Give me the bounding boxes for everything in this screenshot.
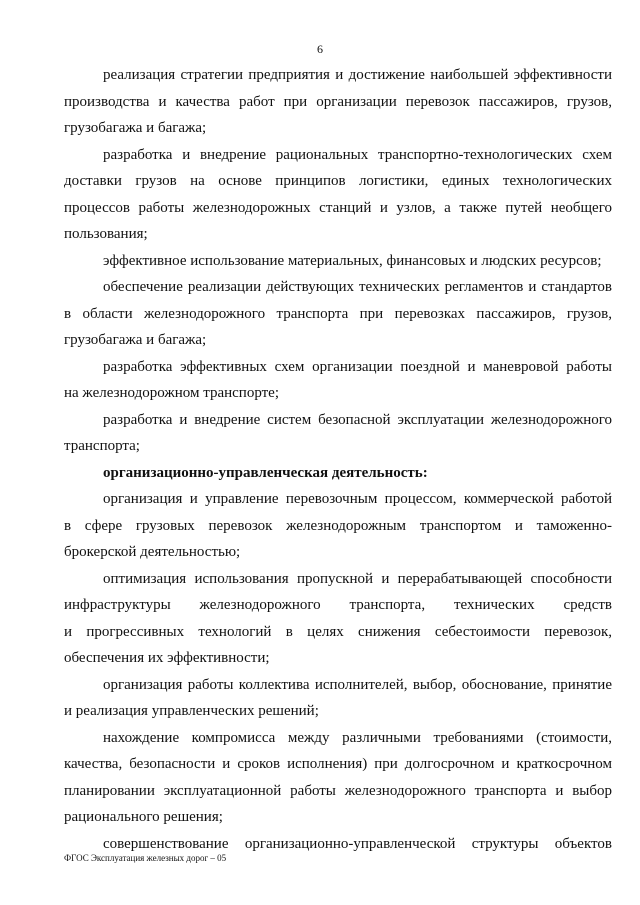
text-line: разработка и внедрение рациональных транспортно-технологических схем: [103, 146, 612, 163]
paragraph: [64, 407, 612, 460]
paragraph: [64, 62, 612, 142]
page-footer: ФГОС Эксплуатация железных дорог – 05: [64, 853, 227, 863]
text-line: рационального решения;: [64, 809, 223, 825]
paragraph: [64, 274, 612, 354]
text-line: эффективное использование материальных, финансовых и людских ресурсов;: [103, 252, 602, 269]
text-line: организационно-управленческая деятельность:: [103, 464, 428, 481]
text-line: транспорта;: [64, 438, 140, 454]
document-body: [64, 62, 612, 857]
text-line: и реализация управленческих решений;: [64, 703, 319, 719]
text-line: нахождение компромисса между различными требованиями (стоимости,: [103, 729, 612, 746]
page-number: 6: [317, 42, 323, 56]
text-line: совершенствование организационно-управленческой структуры объектов: [103, 835, 612, 852]
text-line: процессов работы железнодорожных станций и узлов, а также путей необщего: [64, 199, 612, 216]
text-line: инфраструктуры железнодорожного транспорта, технических средств: [64, 597, 612, 613]
text-line: пользования;: [64, 226, 148, 242]
text-line: на железнодорожном транспорте;: [64, 385, 280, 401]
text-line: обеспечение реализации действующих технических регламентов и стандартов: [103, 279, 612, 295]
text-line: качества, безопасности и сроков исполнения) при долгосрочном и краткосрочном: [64, 756, 612, 772]
text-line: грузобагажа и багажа;: [64, 120, 207, 136]
paragraph: [64, 354, 612, 407]
text-line: организация и управление перевозочным процессом, коммерческой работой: [103, 491, 612, 507]
paragraph: [64, 566, 612, 672]
text-line: и прогрессивных технологий в целях снижения себестоимости перевозок,: [64, 623, 612, 640]
text-line: брокерской деятельностью;: [64, 544, 241, 560]
paragraph: [64, 725, 612, 831]
text-line: производства и качества работ при организации перевозок пассажиров, грузов,: [64, 93, 612, 110]
text-line: в сфере грузовых перевозок железнодорожным транспортом и таможенно-: [64, 517, 612, 534]
text-line: организация работы коллектива исполнителей, выбор, обоснование, принятие: [103, 676, 612, 693]
text-line: доставки грузов на основе принципов логистики, единых технологических: [64, 173, 612, 189]
paragraph: [64, 672, 612, 725]
paragraph: [64, 486, 612, 566]
text-line: обеспечения их эффективности;: [64, 650, 270, 666]
paragraph: [64, 142, 612, 248]
text-line: разработка и внедрение систем безопасной эксплуатации железнодорожного: [103, 411, 612, 428]
text-line: разработка эффективных схем организации поездной и маневровой работы: [103, 358, 612, 375]
section-heading: [64, 460, 612, 487]
text-line: реализация стратегии предприятия и достижение наибольшей эффективности: [103, 67, 612, 83]
text-line: грузобагажа и багажа;: [64, 332, 207, 348]
text-line: планировании эксплуатационной работы железнодорожного транспорта и выбор: [64, 782, 612, 799]
paragraph: [64, 248, 612, 275]
text-line: оптимизация использования пропускной и перерабатывающей способности: [103, 570, 612, 587]
text-line: в области железнодорожного транспорта при перевозках пассажиров, грузов,: [64, 305, 612, 322]
